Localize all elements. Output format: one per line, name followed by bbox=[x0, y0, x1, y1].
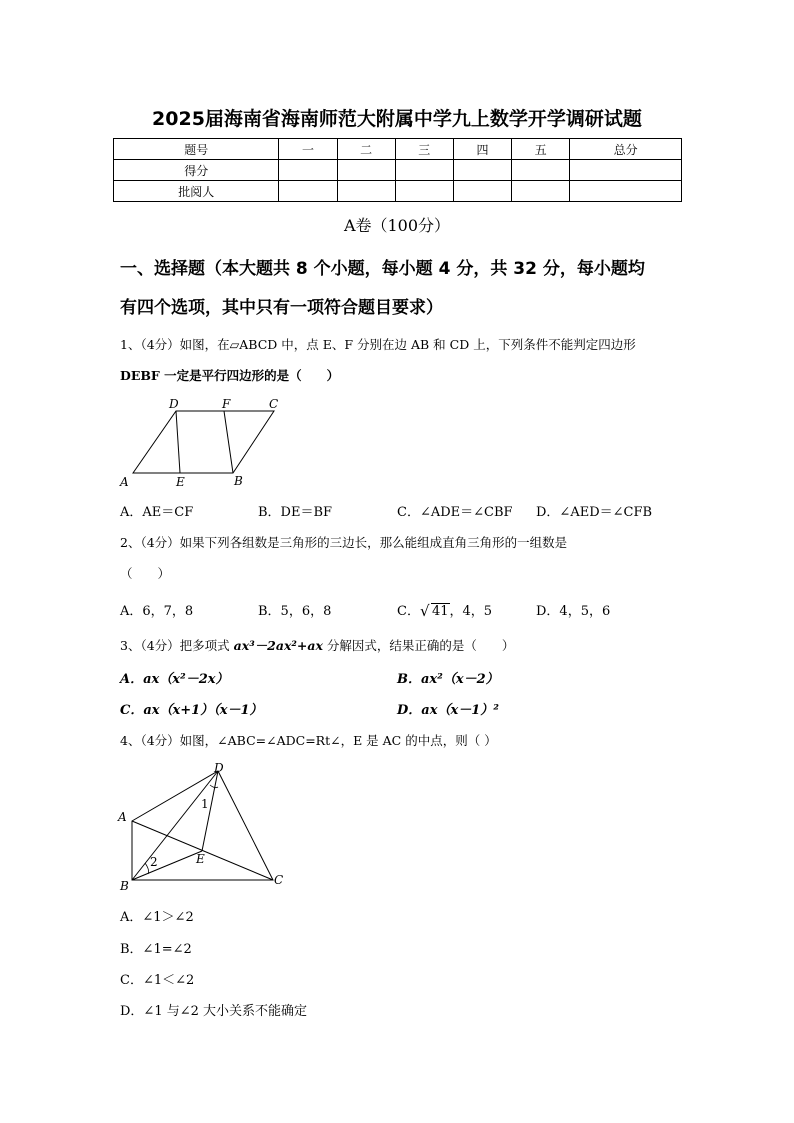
score-table-row-label: 批阅人 bbox=[114, 181, 279, 202]
score-table-header-cell: 二 bbox=[337, 139, 395, 160]
q1-stem-line1: 1、（4分）如图，在▱ABCD 中，点 E、F 分别在边 AB 和 CD 上，下列条件不能判定四边形 bbox=[120, 337, 636, 352]
score-cell bbox=[512, 160, 570, 181]
q2-option-c-rest: ，4，5 bbox=[449, 604, 493, 619]
parallelogram-abcd bbox=[133, 411, 274, 473]
label-e: E bbox=[176, 475, 185, 489]
score-cell bbox=[337, 181, 395, 202]
score-cell bbox=[570, 160, 682, 181]
q3-stem-pre: 3、（4分）把多项式 bbox=[120, 638, 234, 653]
q4-quadrilateral-figure bbox=[112, 758, 302, 898]
segment-bf bbox=[224, 411, 233, 473]
label-c: C bbox=[269, 397, 279, 411]
q1-option-d[interactable]: D．∠AED＝∠CFB bbox=[536, 505, 653, 520]
q1-option-a[interactable]: A．AE＝CF bbox=[120, 505, 194, 520]
score-cell bbox=[570, 181, 682, 202]
segment-be bbox=[132, 851, 202, 880]
score-table-row bbox=[114, 181, 682, 202]
q1-parallelogram-figure bbox=[112, 392, 302, 492]
q1-stem-line2: DEBF 一定是平行四边形的是（ ） bbox=[120, 368, 340, 383]
label-d: D bbox=[214, 761, 224, 775]
q4-option-d[interactable]: D．∠1 与∠2 大小关系不能确定 bbox=[120, 1004, 308, 1019]
q1-option-b[interactable]: B．DE＝BF bbox=[258, 505, 333, 520]
q4-stem: 4、（4分）如图，∠ABC=∠ADC=Rt∠，E 是 AC 的中点，则（ ） bbox=[120, 733, 497, 748]
score-table-header-cell: 总分 bbox=[570, 139, 682, 160]
score-table bbox=[113, 138, 682, 202]
score-cell bbox=[453, 160, 511, 181]
label-angle-2: 2 bbox=[150, 855, 158, 869]
q3-polynomial: ax³－2ax²+ax bbox=[233, 638, 323, 653]
q3-option-c[interactable]: C．ax（x+1）（x－1） bbox=[120, 703, 263, 718]
label-a: A bbox=[118, 810, 127, 824]
q4-option-c[interactable]: C．∠1＜∠2 bbox=[120, 973, 195, 988]
section-a-title: A卷（100分） bbox=[343, 216, 451, 235]
q1-option-c[interactable]: C．∠ADE＝∠CBF bbox=[397, 505, 513, 520]
q3-stem bbox=[120, 636, 514, 654]
part1-heading-line1: 一、选择题（本大题共 8 个小题，每小题 4 分，共 32 分，每小题均 bbox=[120, 259, 645, 279]
angle-1-arc bbox=[210, 785, 218, 788]
segment-de bbox=[202, 771, 218, 851]
diagonal-bd bbox=[132, 771, 218, 880]
label-angle-1: 1 bbox=[201, 797, 209, 811]
label-f: F bbox=[222, 397, 231, 411]
part1-heading-line2: 有四个选项，其中只有一项符合题目要求） bbox=[120, 298, 443, 318]
score-cell bbox=[512, 181, 570, 202]
score-table-header-cell: 五 bbox=[512, 139, 570, 160]
score-cell bbox=[337, 160, 395, 181]
score-table-header-row bbox=[114, 139, 682, 160]
q2-option-c-radicand: 41 bbox=[431, 604, 449, 619]
score-cell bbox=[279, 181, 337, 202]
q3-option-a[interactable]: A．ax（x²－2x） bbox=[120, 672, 229, 687]
score-table-row bbox=[114, 160, 682, 181]
score-table-header-cell: 题号 bbox=[114, 139, 279, 160]
q2-stem-line2: （ ） bbox=[120, 566, 171, 581]
q4-option-b[interactable]: B．∠1=∠2 bbox=[120, 942, 192, 957]
q2-option-d[interactable]: D．4，5，6 bbox=[536, 604, 611, 619]
score-cell bbox=[395, 160, 453, 181]
score-cell bbox=[395, 181, 453, 202]
score-table-row-label: 得分 bbox=[114, 160, 279, 181]
q2-option-c-label: C． bbox=[397, 604, 420, 619]
score-cell bbox=[453, 181, 511, 202]
q2-stem-line1: 2、（4分）如果下列各组数是三角形的三边长，那么能组成直角三角形的一组数是 bbox=[120, 535, 568, 550]
score-table-header-cell: 三 bbox=[395, 139, 453, 160]
label-b: B bbox=[234, 474, 243, 488]
q2-option-a[interactable]: A．6，7，8 bbox=[120, 604, 194, 619]
label-b: B bbox=[120, 879, 129, 893]
q4-option-a[interactable]: A．∠1＞∠2 bbox=[120, 910, 194, 925]
label-e: E bbox=[196, 852, 205, 866]
q2-option-b[interactable]: B．5，6，8 bbox=[258, 604, 332, 619]
q3-option-b[interactable]: B．ax²（x－2） bbox=[397, 672, 499, 687]
label-c: C bbox=[274, 873, 284, 887]
label-a: A bbox=[120, 475, 129, 489]
q3-option-d[interactable]: D．ax（x－1）² bbox=[397, 703, 499, 718]
score-table-header-cell: 四 bbox=[453, 139, 511, 160]
score-table-header-cell: 一 bbox=[279, 139, 337, 160]
q3-stem-post: 分解因式，结果正确的是（ ） bbox=[322, 638, 515, 653]
q2-option-c[interactable] bbox=[397, 600, 492, 619]
score-cell bbox=[279, 160, 337, 181]
segment-de bbox=[176, 411, 180, 473]
angle-2-arc bbox=[145, 863, 149, 874]
label-d: D bbox=[169, 397, 179, 411]
exam-title: 2025届海南省海南师范大附属中学九上数学开学调研试题 bbox=[152, 108, 642, 130]
sqrt-symbol: √ 41 bbox=[419, 602, 449, 620]
